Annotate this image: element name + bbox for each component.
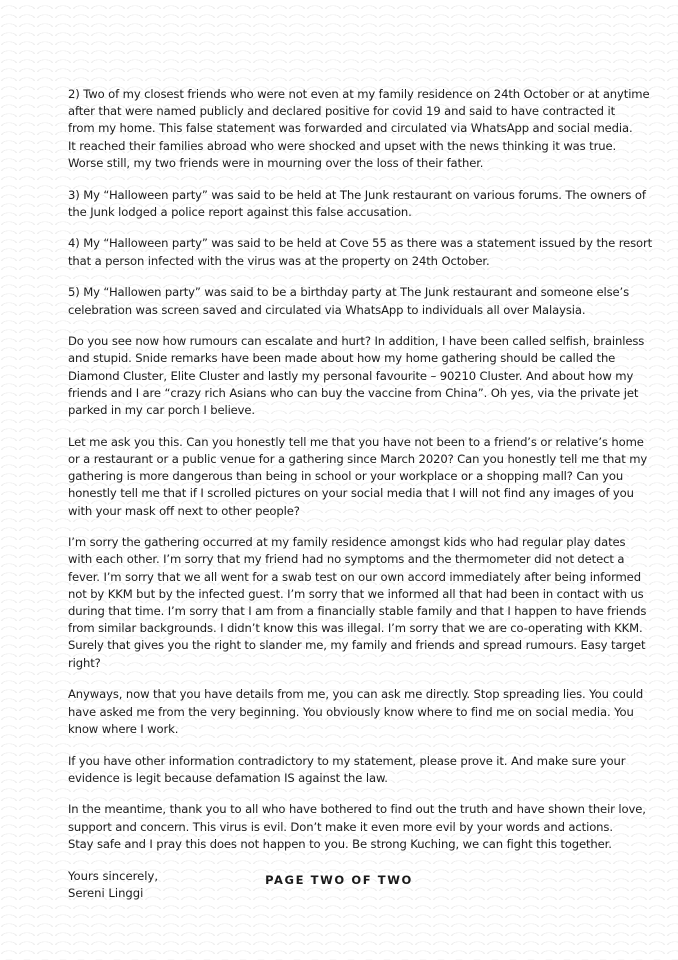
paragraph-line: after that were named publicly and declared positive for covid 19 and said to have contracted it bbox=[68, 104, 616, 119]
paragraph-line: or a restaurant or a public venue for a gathering since March 2020? Can you honestly tell me that my bbox=[68, 451, 648, 466]
paragraph-line: not by KKM but by the infected guest. I’m sorry that we informed all that had been in contact with us bbox=[68, 586, 644, 601]
letter-paragraph bbox=[68, 235, 653, 269]
paragraph-line: Worse still, my two friends were in mourning over the loss of their father. bbox=[68, 155, 484, 170]
paragraph-line: 5) My “Hallowen party” was said to be a birthday party at The Junk restaurant and someone else’s bbox=[68, 285, 629, 300]
paragraph-line: and stupid. Snide remarks have been made about how my home gathering should be called the bbox=[68, 351, 616, 366]
paragraph-line: from my home. This false statement was forwarded and circulated via WhatsApp and social media. bbox=[68, 121, 633, 136]
paragraph-line: the Junk lodged a police report against this false accusation. bbox=[68, 204, 412, 219]
paragraph-line: from similar backgrounds. I didn’t know this was illegal. I’m sorry that we are co-operating with KKM. bbox=[68, 621, 643, 636]
letter-body bbox=[68, 86, 653, 902]
paragraph-line: parked in my car porch I believe. bbox=[68, 403, 255, 418]
letter-paragraph bbox=[68, 686, 644, 738]
paragraph-line: evidence is legit because defamation IS against the law. bbox=[68, 770, 388, 785]
paragraph-line: Surely that gives you the right to slander me, my family and friends and spread rumours. Easy target bbox=[68, 638, 646, 653]
page-number-label: PAGE TWO OF TWO bbox=[265, 873, 413, 887]
paragraph-line: 3) My “Halloween party” was said to be held at The Junk restaurant on various forums. The owners of bbox=[68, 187, 646, 202]
paragraph-line: Diamond Cluster, Elite Cluster and lastly my personal favourite – 90210 Cluster. And about how my bbox=[68, 368, 634, 383]
letter-paragraph bbox=[68, 434, 648, 520]
paragraph-line: celebration was screen saved and circulated via WhatsApp to individuals all over Malaysia. bbox=[68, 302, 586, 317]
letter-paragraph bbox=[68, 534, 647, 672]
letter-paragraph bbox=[68, 187, 646, 221]
paragraph-line: It reached their families abroad who were shocked and upset with the news thinking it was true. bbox=[68, 138, 617, 153]
paragraph-line: In the meantime, thank you to all who have bothered to find out the truth and have shown their love, bbox=[68, 802, 646, 817]
closing-salutation: Yours sincerely, bbox=[68, 868, 159, 883]
letter-paragraph bbox=[68, 333, 645, 419]
paragraph-line: that a person infected with the virus was at the property on 24th October. bbox=[68, 253, 490, 268]
letter-paragraph bbox=[68, 86, 650, 172]
paragraph-line: honestly tell me that if I scrolled pictures on your social media that I will not find any images of you bbox=[68, 486, 634, 501]
letter-paragraph bbox=[68, 284, 628, 318]
paragraph-line: with your mask off next to other people? bbox=[68, 503, 300, 518]
paragraph-line: support and concern. This virus is evil. Don’t make it even more evil by your words and actions. bbox=[68, 819, 613, 834]
paragraph-line: know where I work. bbox=[68, 721, 179, 736]
letter-paragraph bbox=[68, 753, 628, 787]
paragraph-line: friends and I are “crazy rich Asians who can buy the vaccine from China”. Oh yes, via the private jet bbox=[68, 385, 639, 400]
paragraph-line: Let me ask you this. Can you honestly tell me that you have not been to a friend’s or relative’s home bbox=[68, 434, 644, 449]
paragraph-line: I’m sorry the gathering occurred at my family residence amongst kids who had regular play dates bbox=[68, 535, 626, 550]
paragraph-line: with each other. I’m sorry that my friend had no symptoms and the thermometer did not detect a bbox=[68, 552, 625, 567]
paragraph-line: right? bbox=[68, 655, 101, 670]
paragraph-line: gathering is more dangerous than being in school or your workplace or a shopping mall? Can you bbox=[68, 469, 624, 484]
letter-paragraphs bbox=[68, 86, 653, 853]
paragraph-line: during that time. I’m sorry that I am from a financially stable family and that I happen to have friends bbox=[68, 604, 647, 619]
letter-paragraph bbox=[68, 801, 646, 853]
paragraph-line: 4) My “Halloween party” was said to be held at Cove 55 as there was a statement issued by the resort bbox=[68, 236, 653, 251]
paragraph-line: 2) Two of my closest friends who were not even at my family residence on 24th October or at anytime bbox=[68, 87, 650, 101]
paragraph-line: If you have other information contradictory to my statement, please prove it. And make sure your bbox=[68, 753, 626, 768]
paragraph-line: Stay safe and I pray this does not happen to you. Be strong Kuching, we can fight this together. bbox=[68, 836, 612, 851]
paragraph-line: fever. I’m sorry that we all went for a swab test on our own accord immediately after being informed bbox=[68, 569, 641, 584]
paragraph-line: have asked me from the very beginning. You obviously know where to find me on social media. You bbox=[68, 704, 634, 719]
signature-name: Sereni Linggi bbox=[68, 885, 144, 900]
paragraph-line: Anyways, now that you have details from me, you can ask me directly. Stop spreading lies. You could bbox=[68, 687, 644, 702]
paragraph-line: Do you see now how rumours can escalate and hurt? In addition, I have been called selfish, brainless bbox=[68, 334, 645, 349]
